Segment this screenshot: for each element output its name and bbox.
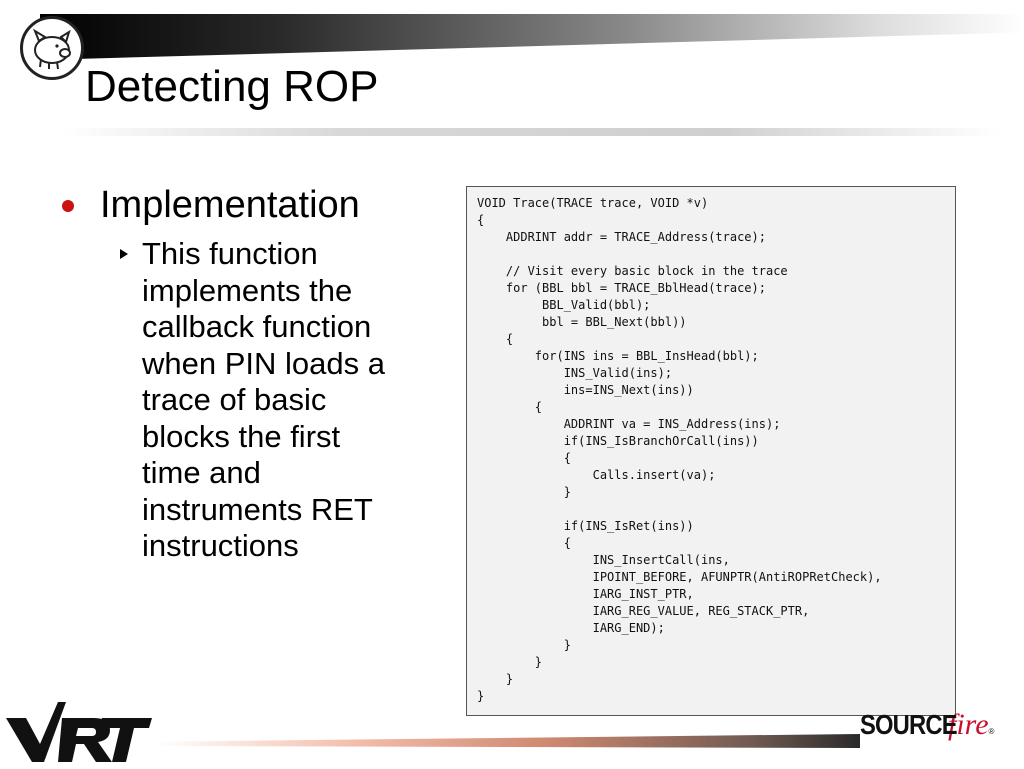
code-line: VOID Trace(TRACE trace, VOID *v): [477, 196, 709, 210]
code-line: if(INS_IsBranchOrCall(ins)): [477, 434, 759, 448]
footer-bar: [156, 734, 860, 748]
code-line: }: [477, 638, 571, 652]
code-line: Calls.insert(va);: [477, 468, 716, 482]
code-line: IARG_REG_VALUE, REG_STACK_PTR,: [477, 604, 810, 618]
code-line: INS_InsertCall(ins,: [477, 553, 730, 567]
code-line: {: [477, 332, 514, 346]
code-line: ADDRINT addr = TRACE_Address(trace);: [477, 230, 766, 244]
bullet-level1: [62, 184, 360, 227]
header-band: [40, 14, 1024, 60]
sourcefire-logo: [860, 708, 994, 748]
registered-mark: ®: [988, 727, 995, 736]
code-line: BBL_Valid(bbl);: [477, 298, 651, 312]
code-line: {: [477, 400, 543, 414]
code-listing: [466, 186, 956, 716]
code-line: ins=INS_Next(ins)): [477, 383, 694, 397]
code-line: if(INS_IsRet(ins)): [477, 519, 694, 533]
code-line: for (BBL bbl = TRACE_BblHead(trace);: [477, 281, 766, 295]
code-line: IARG_INST_PTR,: [477, 587, 694, 601]
code-line: INS_Valid(ins);: [477, 366, 673, 380]
red-dot-icon: [62, 200, 74, 212]
code-line: }: [477, 689, 485, 703]
code-line: [477, 246, 945, 263]
vrt-logo: [6, 700, 152, 769]
slide-title: Detecting ROP: [85, 62, 379, 111]
code-line: for(INS ins = BBL_InsHead(bbl);: [477, 349, 759, 363]
code-line: }: [477, 672, 514, 686]
code-line: IARG_END);: [477, 621, 665, 635]
code-line: {: [477, 536, 571, 550]
code-line: }: [477, 485, 571, 499]
bullet-level2: [120, 236, 420, 565]
sourcefire-logo-source: SOURCE: [860, 709, 957, 740]
code-line: // Visit every basic block in the trace: [477, 264, 788, 278]
code-line: bbl = BBL_Next(bbl)): [477, 315, 687, 329]
sourcefire-logo-fire: fire: [948, 708, 989, 741]
code-line: ADDRINT va = INS_Address(ins);: [477, 417, 781, 431]
code-line: {: [477, 213, 485, 227]
title-divider: [60, 128, 1000, 136]
code-line: {: [477, 451, 571, 465]
triangle-arrow-icon: [120, 249, 128, 259]
code-line: [477, 501, 945, 518]
code-line: }: [477, 655, 543, 669]
code-line: IPOINT_BEFORE, AFUNPTR(AntiROPRetCheck),: [477, 570, 882, 584]
bullet-level2-text: This function implements the callback function when PIN loads a trace of basic blocks the first time and instruments RET instructions: [142, 236, 385, 563]
bullet-level1-text: Implementation: [100, 184, 360, 226]
pig-logo-icon: [20, 16, 84, 80]
